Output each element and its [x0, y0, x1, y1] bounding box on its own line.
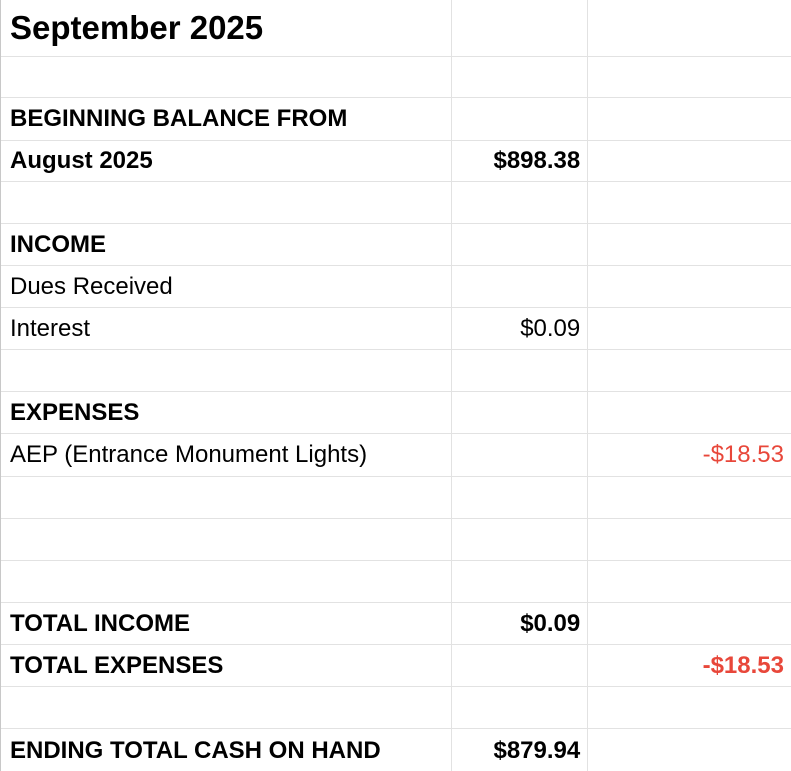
- cell-amount[interactable]: [452, 687, 588, 728]
- cell-label[interactable]: BEGINNING BALANCE FROM: [1, 98, 452, 140]
- cell-expense-amount[interactable]: [588, 729, 791, 771]
- cell-label[interactable]: [1, 477, 452, 518]
- cell-label[interactable]: TOTAL INCOME: [1, 603, 452, 644]
- cell-expense-amount[interactable]: [588, 561, 791, 602]
- blank-row: [1, 350, 791, 392]
- cell-label[interactable]: [1, 687, 452, 728]
- cell-label[interactable]: INCOME: [1, 224, 452, 265]
- cell-amount[interactable]: [452, 98, 588, 140]
- cell-label[interactable]: [1, 350, 452, 391]
- cell-amount[interactable]: [452, 266, 588, 307]
- ending-cash-row: [1, 729, 791, 771]
- cell-amount[interactable]: [452, 182, 588, 223]
- cell-expense-amount[interactable]: [588, 350, 791, 391]
- cell-label[interactable]: [1, 182, 452, 223]
- aep-expense-row: [1, 434, 791, 477]
- cell-expense-amount[interactable]: [588, 477, 791, 518]
- cell-amount[interactable]: $0.09: [452, 308, 588, 349]
- cell-expense-amount[interactable]: [588, 687, 791, 728]
- cell-amount[interactable]: $898.38: [452, 141, 588, 181]
- blank-row: [1, 57, 791, 98]
- cell-expense-amount[interactable]: [588, 182, 791, 223]
- interest-row: [1, 308, 791, 350]
- cell-expense-amount[interactable]: [588, 603, 791, 644]
- cell-amount[interactable]: $879.94: [452, 729, 588, 771]
- blank-row: [1, 561, 791, 603]
- cell-amount[interactable]: [452, 477, 588, 518]
- cell-expense-amount[interactable]: -$18.53: [702, 441, 784, 468]
- cell-amount[interactable]: [452, 224, 588, 265]
- cell-label[interactable]: AEP (Entrance Monument Lights): [1, 434, 452, 476]
- blank-row: [1, 182, 791, 224]
- cell-amount[interactable]: $0.09: [452, 603, 588, 644]
- cell-label[interactable]: ENDING TOTAL CASH ON HAND: [1, 729, 452, 771]
- cell-expense-amount[interactable]: -$18.53: [702, 651, 784, 679]
- income-header-row: [1, 224, 791, 266]
- cell-amount[interactable]: [452, 519, 588, 560]
- cell-amount[interactable]: [452, 561, 588, 602]
- cell-label[interactable]: EXPENSES: [1, 392, 452, 433]
- cell-amount[interactable]: [452, 0, 588, 56]
- cell-label[interactable]: August 2025: [1, 141, 452, 181]
- expenses-header-row: [1, 392, 791, 434]
- cell-amount[interactable]: [452, 434, 588, 476]
- cell-label[interactable]: TOTAL EXPENSES: [1, 645, 452, 686]
- cell-expense-amount[interactable]: [588, 308, 791, 349]
- cell-label[interactable]: [1, 561, 452, 602]
- cell-expense-amount[interactable]: [588, 392, 791, 433]
- cell-expense-amount[interactable]: [588, 266, 791, 307]
- cell-expense-amount[interactable]: [588, 57, 791, 97]
- cell-label[interactable]: [1, 57, 452, 97]
- cell-amount[interactable]: [452, 57, 588, 97]
- title-row: [1, 0, 791, 57]
- cell-label[interactable]: Interest: [1, 308, 452, 349]
- cell-expense-amount[interactable]: [588, 0, 791, 56]
- blank-row: [1, 687, 791, 729]
- cell-label[interactable]: September 2025: [1, 0, 452, 56]
- cell-amount[interactable]: [452, 350, 588, 391]
- cell-expense-amount[interactable]: [588, 224, 791, 265]
- cell-amount[interactable]: [452, 392, 588, 433]
- cell-expense-amount[interactable]: [588, 141, 791, 181]
- total-income-row: [1, 603, 791, 645]
- cell-label[interactable]: [1, 519, 452, 560]
- blank-row: [1, 477, 791, 519]
- beginning-balance-label-row: [1, 98, 791, 141]
- cell-expense-amount[interactable]: [588, 519, 791, 560]
- cell-amount[interactable]: [452, 645, 588, 686]
- blank-row: [1, 519, 791, 561]
- cell-expense-amount[interactable]: [588, 98, 791, 140]
- dues-received-row: [1, 266, 791, 308]
- beginning-balance-row: [1, 141, 791, 182]
- cell-label[interactable]: Dues Received: [1, 266, 452, 307]
- total-expenses-row: [1, 645, 791, 687]
